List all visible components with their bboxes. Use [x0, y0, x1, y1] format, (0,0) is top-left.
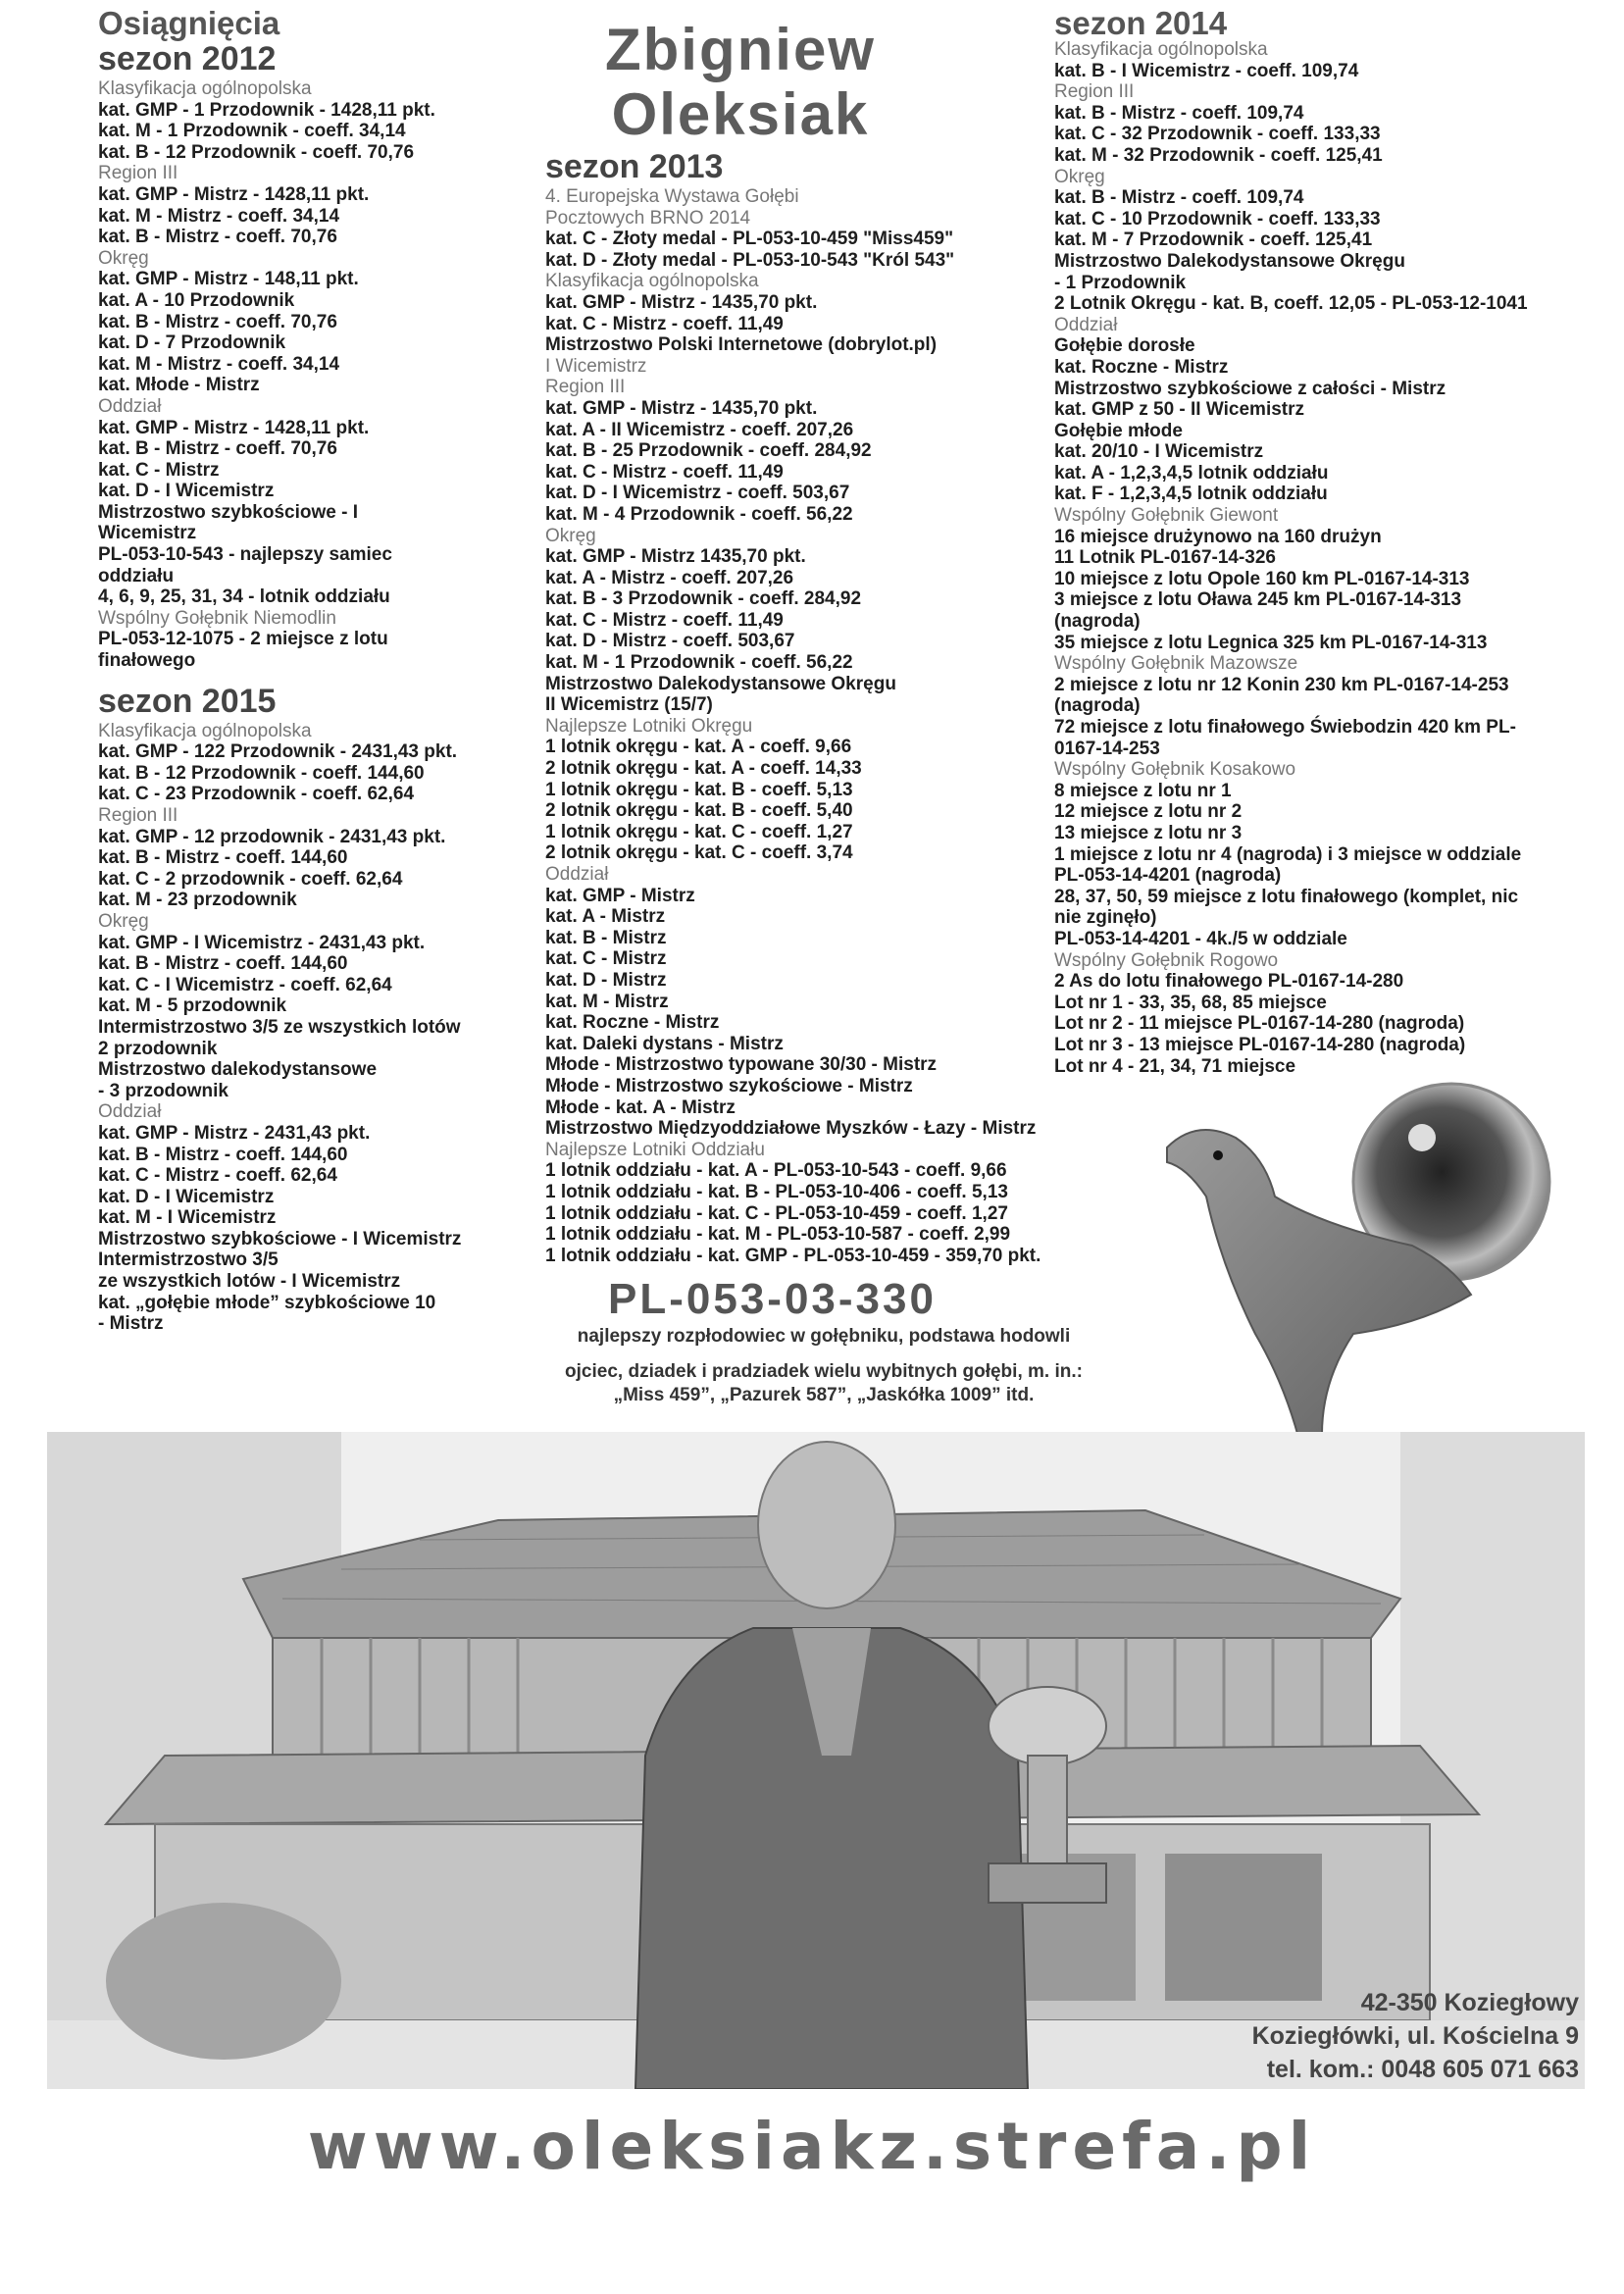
- subsection-label: Pocztowych BRNO 2014: [545, 207, 751, 229]
- result-line: ze wszystkich lotów - I Wicemistrz: [98, 1271, 401, 1293]
- result-line: kat. GMP - Mistrz: [545, 885, 695, 906]
- subsection-label: Oddział: [545, 864, 609, 885]
- result-line: Mistrzostwo dalekodystansowe: [98, 1059, 378, 1081]
- result-line: kat. M - 5 przodownik: [98, 995, 287, 1017]
- result-line: 2 Lotnik Okręgu - kat. B, coeff. 12,05 - PL-053-12-1041: [1054, 293, 1528, 315]
- result-line: kat. F - 1,2,3,4,5 lotnik oddziału: [1054, 484, 1328, 505]
- section-heading: sezon 2015: [98, 682, 277, 720]
- subsection-label: Oddział: [98, 1101, 162, 1123]
- result-line: Lot nr 2 - 11 miejsce PL-0167-14-280 (nagroda): [1054, 1013, 1465, 1035]
- result-line: 1 lotnik oddziału - kat. M - PL-053-10-587 - coeff. 2,99: [545, 1224, 1011, 1246]
- subsection-label: Wspólny Gołębnik Kosakowo: [1054, 759, 1296, 781]
- name-first: Zbigniew: [605, 17, 876, 82]
- subsection-label: Okręg: [98, 910, 149, 932]
- result-line: Intermistrzostwo 3/5 ze wszystkich lotów: [98, 1016, 461, 1038]
- subsection-label: Okręg: [1054, 166, 1105, 187]
- result-line: Gołębie dorosłe: [1054, 335, 1195, 357]
- result-line: kat. „gołębie młode” szybkościowe 10: [98, 1292, 436, 1313]
- result-line: kat. A - II Wicemistrz - coeff. 207,26: [545, 419, 854, 440]
- ring-description-1: najlepszy rozpłodowiec w gołębniku, podstawa hodowli: [577, 1326, 1071, 1347]
- result-line: Młode - Mistrzostwo szykościowe - Mistrz: [545, 1075, 913, 1096]
- result-line: kat. B - Mistrz - coeff. 144,60: [98, 953, 348, 975]
- result-line: 2 miejsce z lotu nr 12 Konin 230 km PL-0167-14-253: [1054, 674, 1509, 695]
- subsection-label: Region III: [98, 163, 178, 184]
- subsection-label: Region III: [1054, 81, 1135, 103]
- subsection-label: Klasyfikacja ogólnopolska: [1054, 39, 1268, 60]
- result-line: kat. B - I Wicemistrz - coeff. 109,74: [1054, 60, 1359, 81]
- result-line: kat. B - Mistrz - coeff. 109,74: [1054, 102, 1304, 124]
- result-line: 1 lotnik oddziału - kat. C - PL-053-10-459 - coeff. 1,27: [545, 1202, 1008, 1224]
- result-line: 11 Lotnik PL-0167-14-326: [1054, 547, 1276, 569]
- result-line: kat. B - Mistrz - coeff. 70,76: [98, 227, 337, 248]
- result-line: 2 lotnik okręgu - kat. C - coeff. 3,74: [545, 842, 853, 864]
- result-line: 1 miejsce z lotu nr 4 (nagroda) i 3 miejsce w oddziale: [1054, 843, 1522, 865]
- result-line: 0167-14-253: [1054, 738, 1160, 759]
- subsection-label: Najlepsze Lotniki Oddziału: [545, 1139, 765, 1160]
- subsection-label: 4. Europejska Wystawa Gołębi: [545, 186, 799, 207]
- website-url[interactable]: www.oleksiakz.strefa.pl: [307, 2109, 1317, 2184]
- subsection-label: Okręg: [98, 247, 149, 269]
- result-line: PL-053-14-4201 - 4k./5 w oddziale: [1054, 928, 1347, 949]
- result-line: kat. M - Mistrz: [545, 991, 669, 1012]
- result-line: kat. B - 3 Przodownik - coeff. 284,92: [545, 588, 862, 610]
- result-line: kat. GMP - Mistrz - 148,11 pkt.: [98, 269, 359, 290]
- section-heading: sezon 2014: [1054, 5, 1228, 41]
- result-line: Lot nr 1 - 33, 35, 68, 85 miejsce: [1054, 992, 1327, 1013]
- result-line: Mistrzostwo Dalekodystansowe Okręgu: [1054, 250, 1405, 272]
- column-right-results: [1054, 5, 1603, 1077]
- result-line: Mistrzostwo Polski Internetowe (dobrylot.pl): [545, 334, 938, 356]
- result-line: kat. GMP - Mistrz 1435,70 pkt.: [545, 546, 806, 568]
- result-line: kat. M - 4 Przodownik - coeff. 56,22: [545, 503, 853, 525]
- result-line: kat. D - Mistrz - coeff. 503,67: [545, 631, 795, 652]
- result-line: kat. M - 1 Przodownik - coeff. 56,22: [545, 652, 853, 674]
- result-line: 1 lotnik oddziału - kat. A - PL-053-10-543 - coeff. 9,66: [545, 1160, 1007, 1182]
- result-line: Mistrzostwo szybkościowe - I: [98, 501, 358, 523]
- result-line: kat. C - 2 przodownik - coeff. 62,64: [98, 868, 403, 890]
- column-middle-results: [545, 147, 1134, 1266]
- result-line: kat. GMP - Mistrz - 1435,70 pkt.: [545, 397, 818, 419]
- result-line: 12 miejsce z lotu nr 2: [1054, 801, 1243, 823]
- result-line: kat. GMP - Mistrz - 1435,70 pkt.: [545, 291, 818, 313]
- column-left-results: [98, 5, 549, 1335]
- subsection-label: Oddział: [1054, 314, 1118, 335]
- contact-address: [1128, 1986, 1579, 2086]
- result-line: 1 lotnik okręgu - kat. B - coeff. 5,13: [545, 779, 853, 800]
- result-line: kat. A - Mistrz: [545, 906, 666, 928]
- result-line: - 1 Przodownik: [1054, 272, 1187, 293]
- subsection-label: Oddział: [98, 395, 162, 417]
- street-address: Koziegłówki, ul. Kościelna 9: [1251, 2022, 1579, 2050]
- result-line: kat. GMP - I Wicemistrz - 2431,43 pkt.: [98, 932, 426, 953]
- result-line: kat. B - 12 Przodownik - coeff. 144,60: [98, 762, 425, 784]
- result-line: kat. C - Mistrz - coeff. 11,49: [545, 461, 784, 483]
- result-line: kat. C - Mistrz - coeff. 11,49: [545, 313, 784, 334]
- result-line: kat. Młode - Mistrz: [98, 375, 260, 396]
- result-line: PL-053-14-4201 (nagroda): [1054, 865, 1282, 887]
- result-line: kat. D - I Wicemistrz: [98, 1186, 275, 1207]
- result-line: Mistrzostwo Międzyoddziałowe Myszków - Łazy - Mistrz: [545, 1118, 1037, 1140]
- result-line: kat. GMP - Mistrz - 2431,43 pkt.: [98, 1122, 371, 1144]
- result-line: kat. B - Mistrz - coeff. 144,60: [98, 847, 348, 869]
- result-line: kat. A - 10 Przodownik: [98, 289, 295, 311]
- postal-code-city: 42-350 Koziegłowy: [1360, 1989, 1579, 2016]
- result-line: 10 miejsce z lotu Opole 160 km PL-0167-14-313: [1054, 568, 1470, 589]
- result-line: 1 lotnik okręgu - kat. A - coeff. 9,66: [545, 737, 852, 758]
- subsection-label: Wspólny Gołębnik Giewont: [1054, 505, 1279, 527]
- result-line: kat. GMP - 12 przodownik - 2431,43 pkt.: [98, 826, 446, 847]
- result-line: PL-053-10-543 - najlepszy samiec: [98, 544, 392, 566]
- result-line: kat. B - 25 Przodownik - coeff. 284,92: [545, 440, 872, 462]
- subsection-label: Klasyfikacja ogólnopolska: [98, 78, 312, 99]
- result-line: kat. Roczne - Mistrz: [1054, 356, 1229, 378]
- section-heading: Osiągnięcia: [98, 5, 280, 41]
- result-line: Mistrzostwo szybkościowe - I Wicemistrz: [98, 1228, 462, 1249]
- result-line: Intermistrzostwo 3/5: [98, 1249, 279, 1271]
- result-line: kat. Daleki dystans - Mistrz: [545, 1033, 784, 1054]
- result-line: kat. GMP - Mistrz - 1428,11 pkt.: [98, 183, 370, 205]
- result-line: 2 przodownik: [98, 1038, 218, 1059]
- result-line: kat. M - 32 Przodownik - coeff. 125,41: [1054, 144, 1383, 166]
- result-line: Lot nr 3 - 13 miejsce PL-0167-14-280 (nagroda): [1054, 1034, 1466, 1055]
- result-line: kat. C - 32 Przodownik - coeff. 133,33: [1054, 124, 1381, 145]
- result-line: nie zginęło): [1054, 907, 1157, 929]
- result-line: - 3 przodownik: [98, 1080, 228, 1101]
- result-line: 13 miejsce z lotu nr 3: [1054, 822, 1243, 843]
- result-line: 1 lotnik oddziału - kat. GMP - PL-053-10-459 - 359,70 pkt.: [545, 1245, 1041, 1266]
- pigeon-illustration: [1128, 1069, 1589, 1481]
- result-line: kat. D - I Wicemistrz - coeff. 503,67: [545, 483, 850, 504]
- result-line: kat. B - Mistrz: [545, 927, 667, 948]
- result-line: kat. A - 1,2,3,4,5 lotnik oddziału: [1054, 462, 1329, 484]
- name-last: Oleksiak: [611, 81, 870, 147]
- result-line: Gołębie młode: [1054, 420, 1183, 441]
- result-line: 3 miejsce z lotu Oława 245 km PL-0167-14-313: [1054, 589, 1462, 611]
- result-line: kat. M - Mistrz - coeff. 34,14: [98, 353, 340, 375]
- result-line: kat. B - Mistrz - coeff. 70,76: [98, 311, 337, 332]
- subsection-label: Okręg: [545, 525, 596, 546]
- result-line: kat. C - 23 Przodownik - coeff. 62,64: [98, 784, 415, 805]
- result-line: kat. GMP - Mistrz - 1428,11 pkt.: [98, 417, 370, 438]
- result-line: 35 miejsce z lotu Legnica 325 km PL-0167-14-313: [1054, 632, 1488, 653]
- result-line: PL-053-12-1075 - 2 miejsce z lotu: [98, 629, 388, 650]
- result-line: 1 lotnik okręgu - kat. C - coeff. 1,27: [545, 821, 853, 842]
- result-line: kat. C - Mistrz - coeff. 62,64: [98, 1165, 337, 1187]
- result-line: Wicemistrz: [98, 523, 197, 544]
- result-line: kat. D - I Wicemistrz: [98, 481, 275, 502]
- result-line: 2 lotnik okręgu - kat. A - coeff. 14,33: [545, 758, 862, 780]
- result-line: kat. M - 23 przodownik: [98, 890, 297, 911]
- result-line: Młode - Mistrzostwo typowane 30/30 - Mistrz: [545, 1054, 938, 1076]
- result-line: oddziału: [98, 565, 175, 586]
- result-line: 2 lotnik okręgu - kat. B - coeff. 5,40: [545, 800, 853, 822]
- section-heading: sezon 2012: [98, 40, 277, 77]
- result-line: kat. D - 7 Przodownik: [98, 332, 286, 354]
- phone-number: tel. kom.: 0048 605 071 663: [1266, 2056, 1579, 2083]
- ring-description-3: „Miss 459”, „Pazurek 587”, „Jaskółka 1009” itd.: [613, 1385, 1035, 1405]
- result-line: [98, 672, 549, 682]
- result-line: kat. M - I Wicemistrz: [98, 1207, 277, 1229]
- result-line: kat. D - Mistrz: [545, 969, 667, 991]
- result-line: (nagroda): [1054, 695, 1141, 717]
- result-line: kat. C - Mistrz: [545, 948, 667, 970]
- result-line: kat. Roczne - Mistrz: [545, 1012, 720, 1034]
- result-line: finałowego: [98, 650, 196, 672]
- result-line: kat. B - Mistrz - coeff. 144,60: [98, 1144, 348, 1165]
- subsection-label: Klasyfikacja ogólnopolska: [98, 720, 312, 741]
- breeder-name: [549, 18, 932, 147]
- result-line: kat. D - Złoty medal - PL-053-10-543 "Król 543": [545, 249, 955, 271]
- subsection-label: Wspólny Gołębnik Mazowsze: [1054, 653, 1298, 675]
- result-line: kat. C - Złoty medal - PL-053-10-459 "Miss459": [545, 229, 954, 250]
- subsection-label: Region III: [98, 805, 178, 826]
- result-line: (nagroda): [1054, 611, 1141, 633]
- result-line: kat. M - 1 Przodownik - coeff. 34,14: [98, 121, 406, 142]
- subsection-label: I Wicemistrz: [545, 355, 647, 377]
- result-line: 1 lotnik oddziału - kat. B - PL-053-10-406 - coeff. 5,13: [545, 1181, 1008, 1202]
- result-line: 2 As do lotu finałowego PL-0167-14-280: [1054, 971, 1404, 993]
- result-line: kat. GMP - 1 Przodownik - 1428,11 pkt.: [98, 99, 435, 121]
- ring-number: PL-053-03-330: [608, 1275, 937, 1323]
- subsection-label: Region III: [545, 377, 626, 398]
- result-line: kat. M - Mistrz - coeff. 34,14: [98, 205, 340, 227]
- result-line: Mistrzostwo szybkościowe z całości - Mistrz: [1054, 378, 1446, 399]
- result-line: 4, 6, 9, 25, 31, 34 - lotnik oddziału: [98, 586, 390, 608]
- result-line: kat. M - 7 Przodownik - coeff. 125,41: [1054, 229, 1373, 251]
- result-line: kat. C - Mistrz: [98, 459, 220, 481]
- result-line: kat. GMP z 50 - II Wicemistrz: [1054, 399, 1305, 421]
- result-line: kat. C - Mistrz - coeff. 11,49: [545, 609, 784, 631]
- subsection-label: Wspólny Gołębnik Niemodlin: [98, 607, 336, 629]
- result-line: kat. B - Mistrz - coeff. 109,74: [1054, 187, 1304, 209]
- ring-description-2: ojciec, dziadek i pradziadek wielu wybitnych gołębi, m. in.:: [565, 1361, 1083, 1382]
- result-line: 28, 37, 50, 59 miejsce z lotu finałowego (komplet, nic: [1054, 886, 1519, 907]
- result-line: kat. A - Mistrz - coeff. 207,26: [545, 567, 794, 588]
- section-heading: sezon 2013: [545, 148, 724, 185]
- result-line: II Wicemistrz (15/7): [545, 694, 713, 716]
- result-line: Lot nr 4 - 21, 34, 71 miejsce: [1054, 1055, 1296, 1077]
- result-line: kat. 20/10 - I Wicemistrz: [1054, 441, 1264, 463]
- subsection-label: Najlepsze Lotniki Okręgu: [545, 715, 753, 737]
- subsection-label: Klasyfikacja ogólnopolska: [545, 271, 759, 292]
- subsection-label: Wspólny Gołębnik Rogowo: [1054, 949, 1279, 971]
- result-line: kat. B - Mistrz - coeff. 70,76: [98, 438, 337, 460]
- result-line: kat. GMP - 122 Przodownik - 2431,43 pkt.: [98, 741, 458, 763]
- result-line: kat. C - I Wicemistrz - coeff. 62,64: [98, 974, 392, 995]
- result-line: Młode - kat. A - Mistrz: [545, 1096, 736, 1118]
- result-line: 72 miejsce z lotu finałowego Świebodzin 420 km PL-: [1054, 717, 1516, 738]
- result-line: Mistrzostwo Dalekodystansowe Okręgu: [545, 673, 896, 694]
- result-line: kat. C - 10 Przodownik - coeff. 133,33: [1054, 208, 1381, 229]
- result-line: - Mistrz: [98, 1313, 164, 1335]
- result-line: 8 miejsce z lotu nr 1: [1054, 780, 1232, 801]
- result-line: kat. B - 12 Przodownik - coeff. 70,76: [98, 141, 415, 163]
- result-line: 16 miejsce drużynowo na 160 drużyn: [1054, 526, 1382, 547]
